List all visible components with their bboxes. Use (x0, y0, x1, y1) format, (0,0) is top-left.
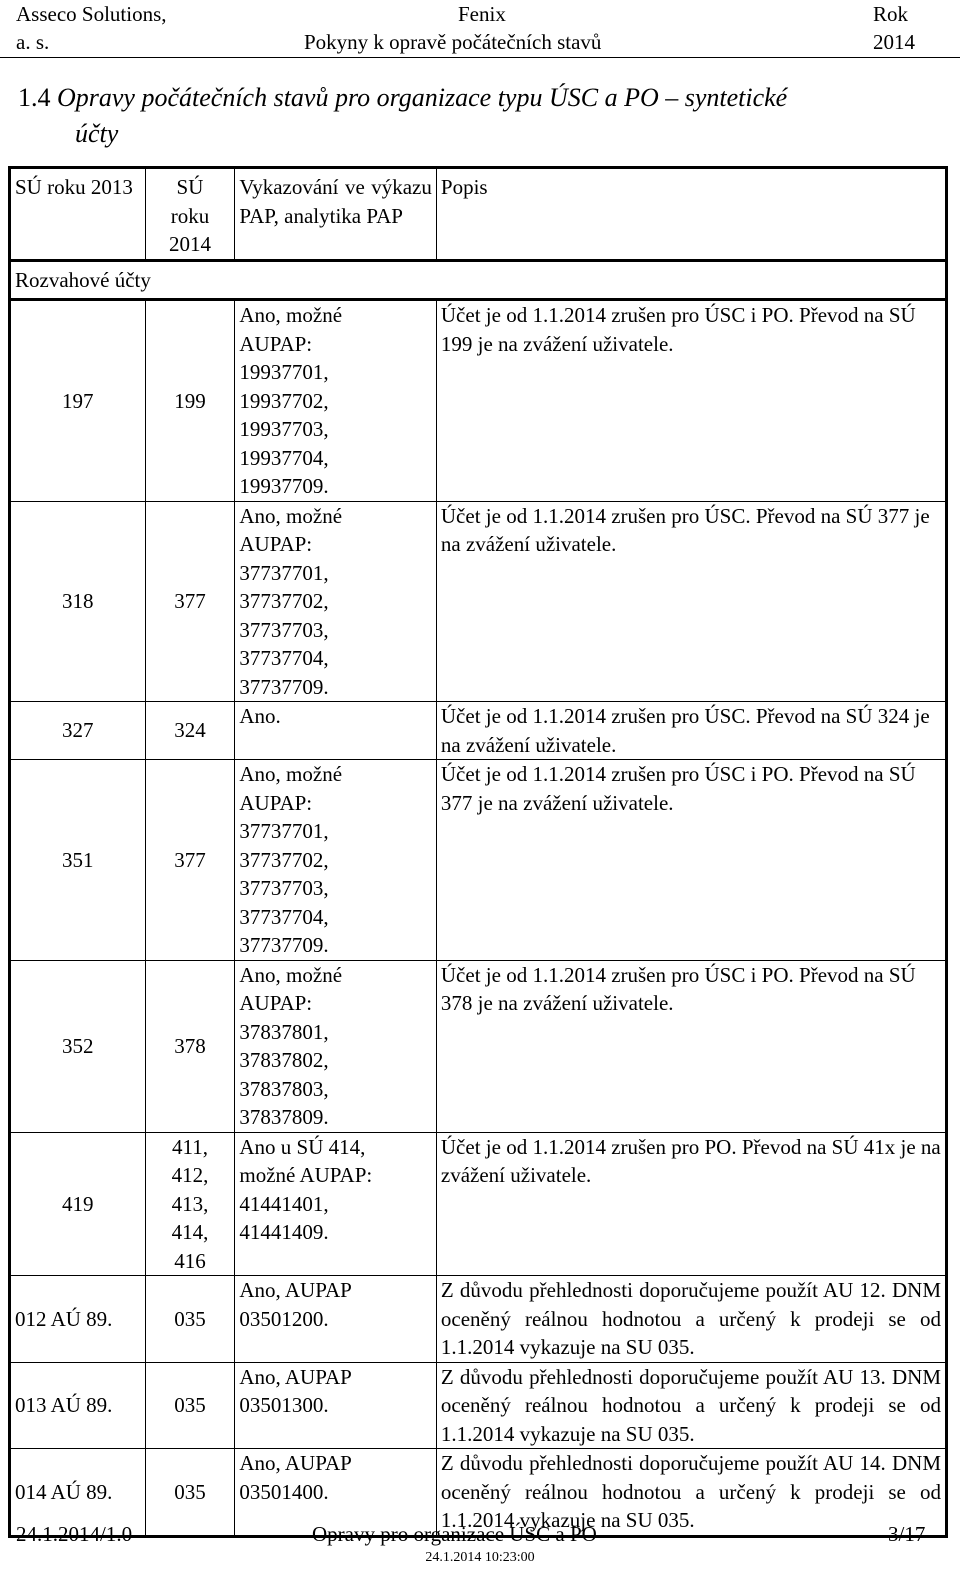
cell-description: Z důvodu přehlednosti doporučujeme použít AU 12. DNM oceněný reálnou hodnotou a určený k prodeji se od 1.1.2014 vykazuje na SU 035. (436, 1276, 946, 1363)
footer-timestamp: 24.1.2014 10:23:00 (425, 1550, 535, 1565)
cell-su2014: 377 (145, 501, 235, 702)
section-row (10, 261, 947, 300)
footer-version: 24.1.2014/1.0 (16, 1522, 133, 1546)
cell-description: Účet je od 1.1.2014 zrušen pro ÚSC i PO. Převod na SÚ 377 je na zvážení uživatele. (436, 760, 946, 961)
table-row (10, 960, 947, 1132)
page-header-line2 (0, 28, 960, 56)
header-pap: Vykazování ve výkazu PAP, analytika PAP (235, 168, 437, 261)
header-description: Popis (436, 168, 946, 261)
cell-pap: Ano u SÚ 414, možné AUPAP: 41441401, 41441409. (235, 1132, 437, 1276)
cell-pap: Ano, AUPAP 03501200. (235, 1276, 437, 1363)
cell-pap: Ano. (235, 702, 437, 760)
cell-pap: Ano, AUPAP 03501400. (235, 1449, 437, 1537)
page-number: 3/17 (888, 1522, 926, 1546)
table-row (10, 300, 947, 502)
table-row (10, 702, 947, 760)
header-su-2014: SÚ roku 2014 (145, 168, 235, 261)
cell-description: Z důvodu přehlednosti doporučujeme použít AU 14. DNM oceněný reálnou hodnotou a určený k prodeji se od 1.1.2014 vykazuje na SU 035. (436, 1449, 946, 1537)
table-row (10, 1276, 947, 1363)
cell-su2014: 377 (145, 760, 235, 961)
cell-su2013: 352 (10, 960, 146, 1132)
cell-description: Účet je od 1.1.2014 zrušen pro ÚSC i PO. Převod na SÚ 378 je na zvážení uživatele. (436, 960, 946, 1132)
section-heading (18, 80, 918, 152)
cell-su2014: 035 (145, 1276, 235, 1363)
cell-pap: Ano, možné AUPAP: 37737701, 37737702, 37737703, 37737704, 37737709. (235, 760, 437, 961)
cell-su2013: 318 (10, 501, 146, 702)
cell-su2014: 378 (145, 960, 235, 1132)
table-header-row (10, 168, 947, 261)
table-row (10, 760, 947, 961)
table-row (10, 501, 947, 702)
section-number: 1.4 (18, 83, 51, 112)
cell-description: Účet je od 1.1.2014 zrušen pro PO. Převod na SÚ 41x je na zvážení uživatele. (436, 1132, 946, 1276)
header-su-2013: SÚ roku 2013 (10, 168, 146, 261)
cell-description: Účet je od 1.1.2014 zrušen pro ÚSC. Převod na SÚ 324 je na zvážení uživatele. (436, 702, 946, 760)
year-value: 2014 (873, 30, 915, 54)
cell-su2014: 035 (145, 1449, 235, 1537)
cell-description: Účet je od 1.1.2014 zrušen pro ÚSC. Převod na SÚ 377 je na zvážení uživatele. (436, 501, 946, 702)
cell-description: Z důvodu přehlednosti doporučujeme použít AU 13. DNM oceněný reálnou hodnotou a určený k prodeji se od 1.1.2014 vykazuje na SU 035. (436, 1362, 946, 1449)
header-divider (0, 57, 960, 58)
cell-su2013: 327 (10, 702, 146, 760)
cell-pap: Ano, možné AUPAP: 37737701, 37737702, 37737703, 37737704, 37737709. (235, 501, 437, 702)
cell-su2013: 351 (10, 760, 146, 961)
cell-description: Účet je od 1.1.2014 zrušen pro ÚSC i PO. Převod na SÚ 199 je na zvážení uživatele. (436, 300, 946, 502)
cell-su2013: 197 (10, 300, 146, 502)
footer-title: Opravy pro organizace ÚSC a PO (312, 1522, 597, 1546)
page-header-line1 (0, 0, 960, 28)
cell-su2014: 199 (145, 300, 235, 502)
document-title: Pokyny k opravě počátečních stavů (304, 30, 602, 54)
section-title-line2: účty (75, 119, 119, 148)
cell-su2013: 014 AÚ 89. (10, 1449, 146, 1537)
cell-su2014: 411, 412, 413, 414, 416 (145, 1132, 235, 1276)
cell-pap: Ano, možné AUPAP: 19937701, 19937702, 19937703, 19937704, 19937709. (235, 300, 437, 502)
table-row (10, 1132, 947, 1276)
section-label: Rozvahové účty (10, 261, 947, 300)
table-row (10, 1362, 947, 1449)
cell-pap: Ano, možné AUPAP: 37837801, 37837802, 37837803, 37837809. (235, 960, 437, 1132)
company-name: Asseco Solutions, (16, 2, 167, 26)
company-suffix: a. s. (16, 30, 50, 54)
cell-su2014: 324 (145, 702, 235, 760)
cell-su2014: 035 (145, 1362, 235, 1449)
cell-su2013: 012 AÚ 89. (10, 1276, 146, 1363)
cell-su2013: 419 (10, 1132, 146, 1276)
cell-su2013: 013 AÚ 89. (10, 1362, 146, 1449)
product-name: Fenix (458, 2, 506, 26)
section-title: Opravy počátečních stavů pro organizace typu ÚSC a PO – syntetické (57, 83, 788, 112)
accounts-table (8, 166, 948, 1538)
year-label: Rok (873, 2, 909, 26)
cell-pap: Ano, AUPAP 03501300. (235, 1362, 437, 1449)
